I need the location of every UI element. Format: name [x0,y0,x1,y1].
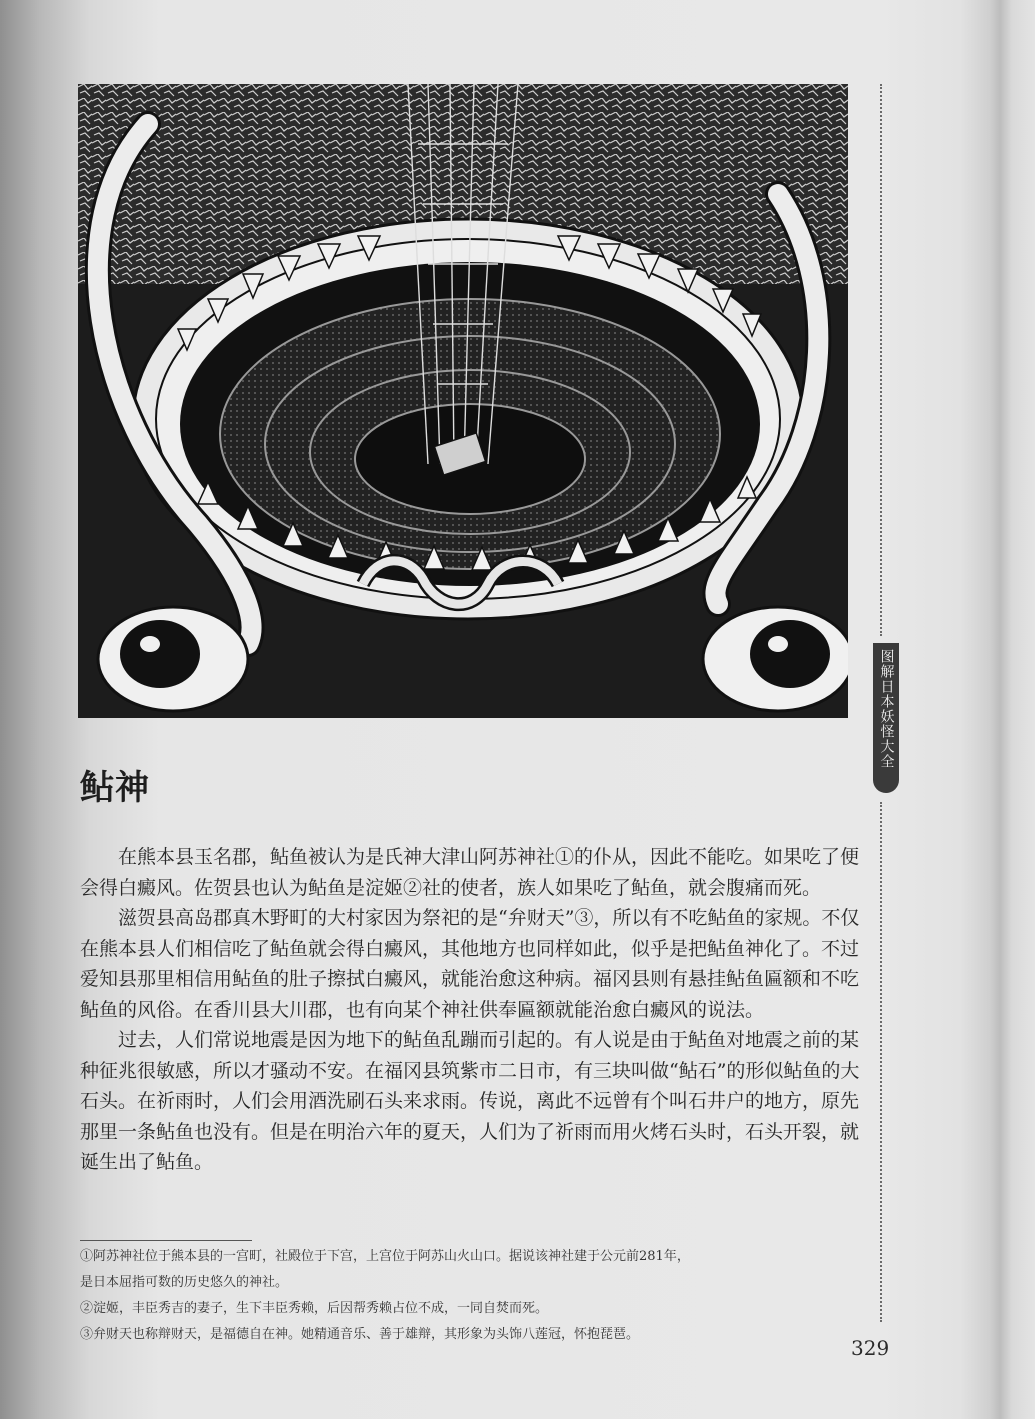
page-number: 329 [851,1336,890,1360]
margin-dotted-line-top [880,84,886,636]
footnote-line: 是日本屈指可数的历史悠久的神社。 [80,1275,289,1290]
footnote-divider [80,1240,252,1241]
footnote-line: ②淀姬，丰臣秀吉的妻子，生下丰臣秀赖，后因帮秀赖占位不成，一同自焚而死。 [80,1301,549,1316]
paragraph: 滋贺县高岛郡真木野町的大村家因为祭祀的是“弁财天”③，所以有不吃鲇鱼的家规。不仅在熊本县人们相信吃了鲇鱼就会得白癜风，其他地方也同样如此，似乎是把鲇鱼神化了。不过爱知县那里相信用鲇鱼的肚子擦拭白癜风，就能治愈这种病。福冈县则有悬挂鲇鱼匾额和不吃鲇鱼的风俗。在香川县大川郡，也有向某个神社供奉匾额就能治愈白癜风的说法。 [80,907,860,1021]
footnote-line: ①阿苏神社位于熊本县的一宫町，社殿位于下宫，上宫位于阿苏山火山口。据说该神社建于公元前281年， [80,1249,690,1264]
footnote-line: ③弁财天也称辩财天，是福德自在神。她精通音乐、善于雄辩，其形象为头饰八莲冠，怀抱琵琶。 [80,1327,640,1342]
margin-dotted-line-bottom [880,802,886,1322]
illustration-giant-catfish-mouth [78,84,848,718]
paragraph: 在熊本县玉名郡，鲇鱼被认为是氏神大津山阿苏神社①的仆从，因此不能吃。如果吃了便会得白癜风。佐贺县也认为鲇鱼是淀姬②社的使者，族人如果吃了鲇鱼，就会腹痛而死。 [80,846,860,899]
paragraph: 过去，人们常说地震是因为地下的鲇鱼乱蹦而引起的。有人说是由于鲇鱼对地震之前的某种征兆很敏感，所以才骚动不安。在福冈县筑紫市二日市，有三块叫做“鲇石”的形似鲇鱼的大石头。在祈雨时，人们会用酒洗刷石头来求雨。传说，离此不远曾有个叫石井户的地方，原先那里一条鲇鱼也没有。但是在明治六年的夏天，人们为了祈雨而用火烤石头时，石头开裂，就诞生出了鲇鱼。 [80,1029,860,1173]
article-title: 鲇神 [80,768,150,808]
illustration-drawing [78,84,848,718]
footnotes [80,1244,870,1348]
article-body [80,842,860,1178]
side-tab-book-title: 图解日本妖怪大全 [873,643,899,793]
